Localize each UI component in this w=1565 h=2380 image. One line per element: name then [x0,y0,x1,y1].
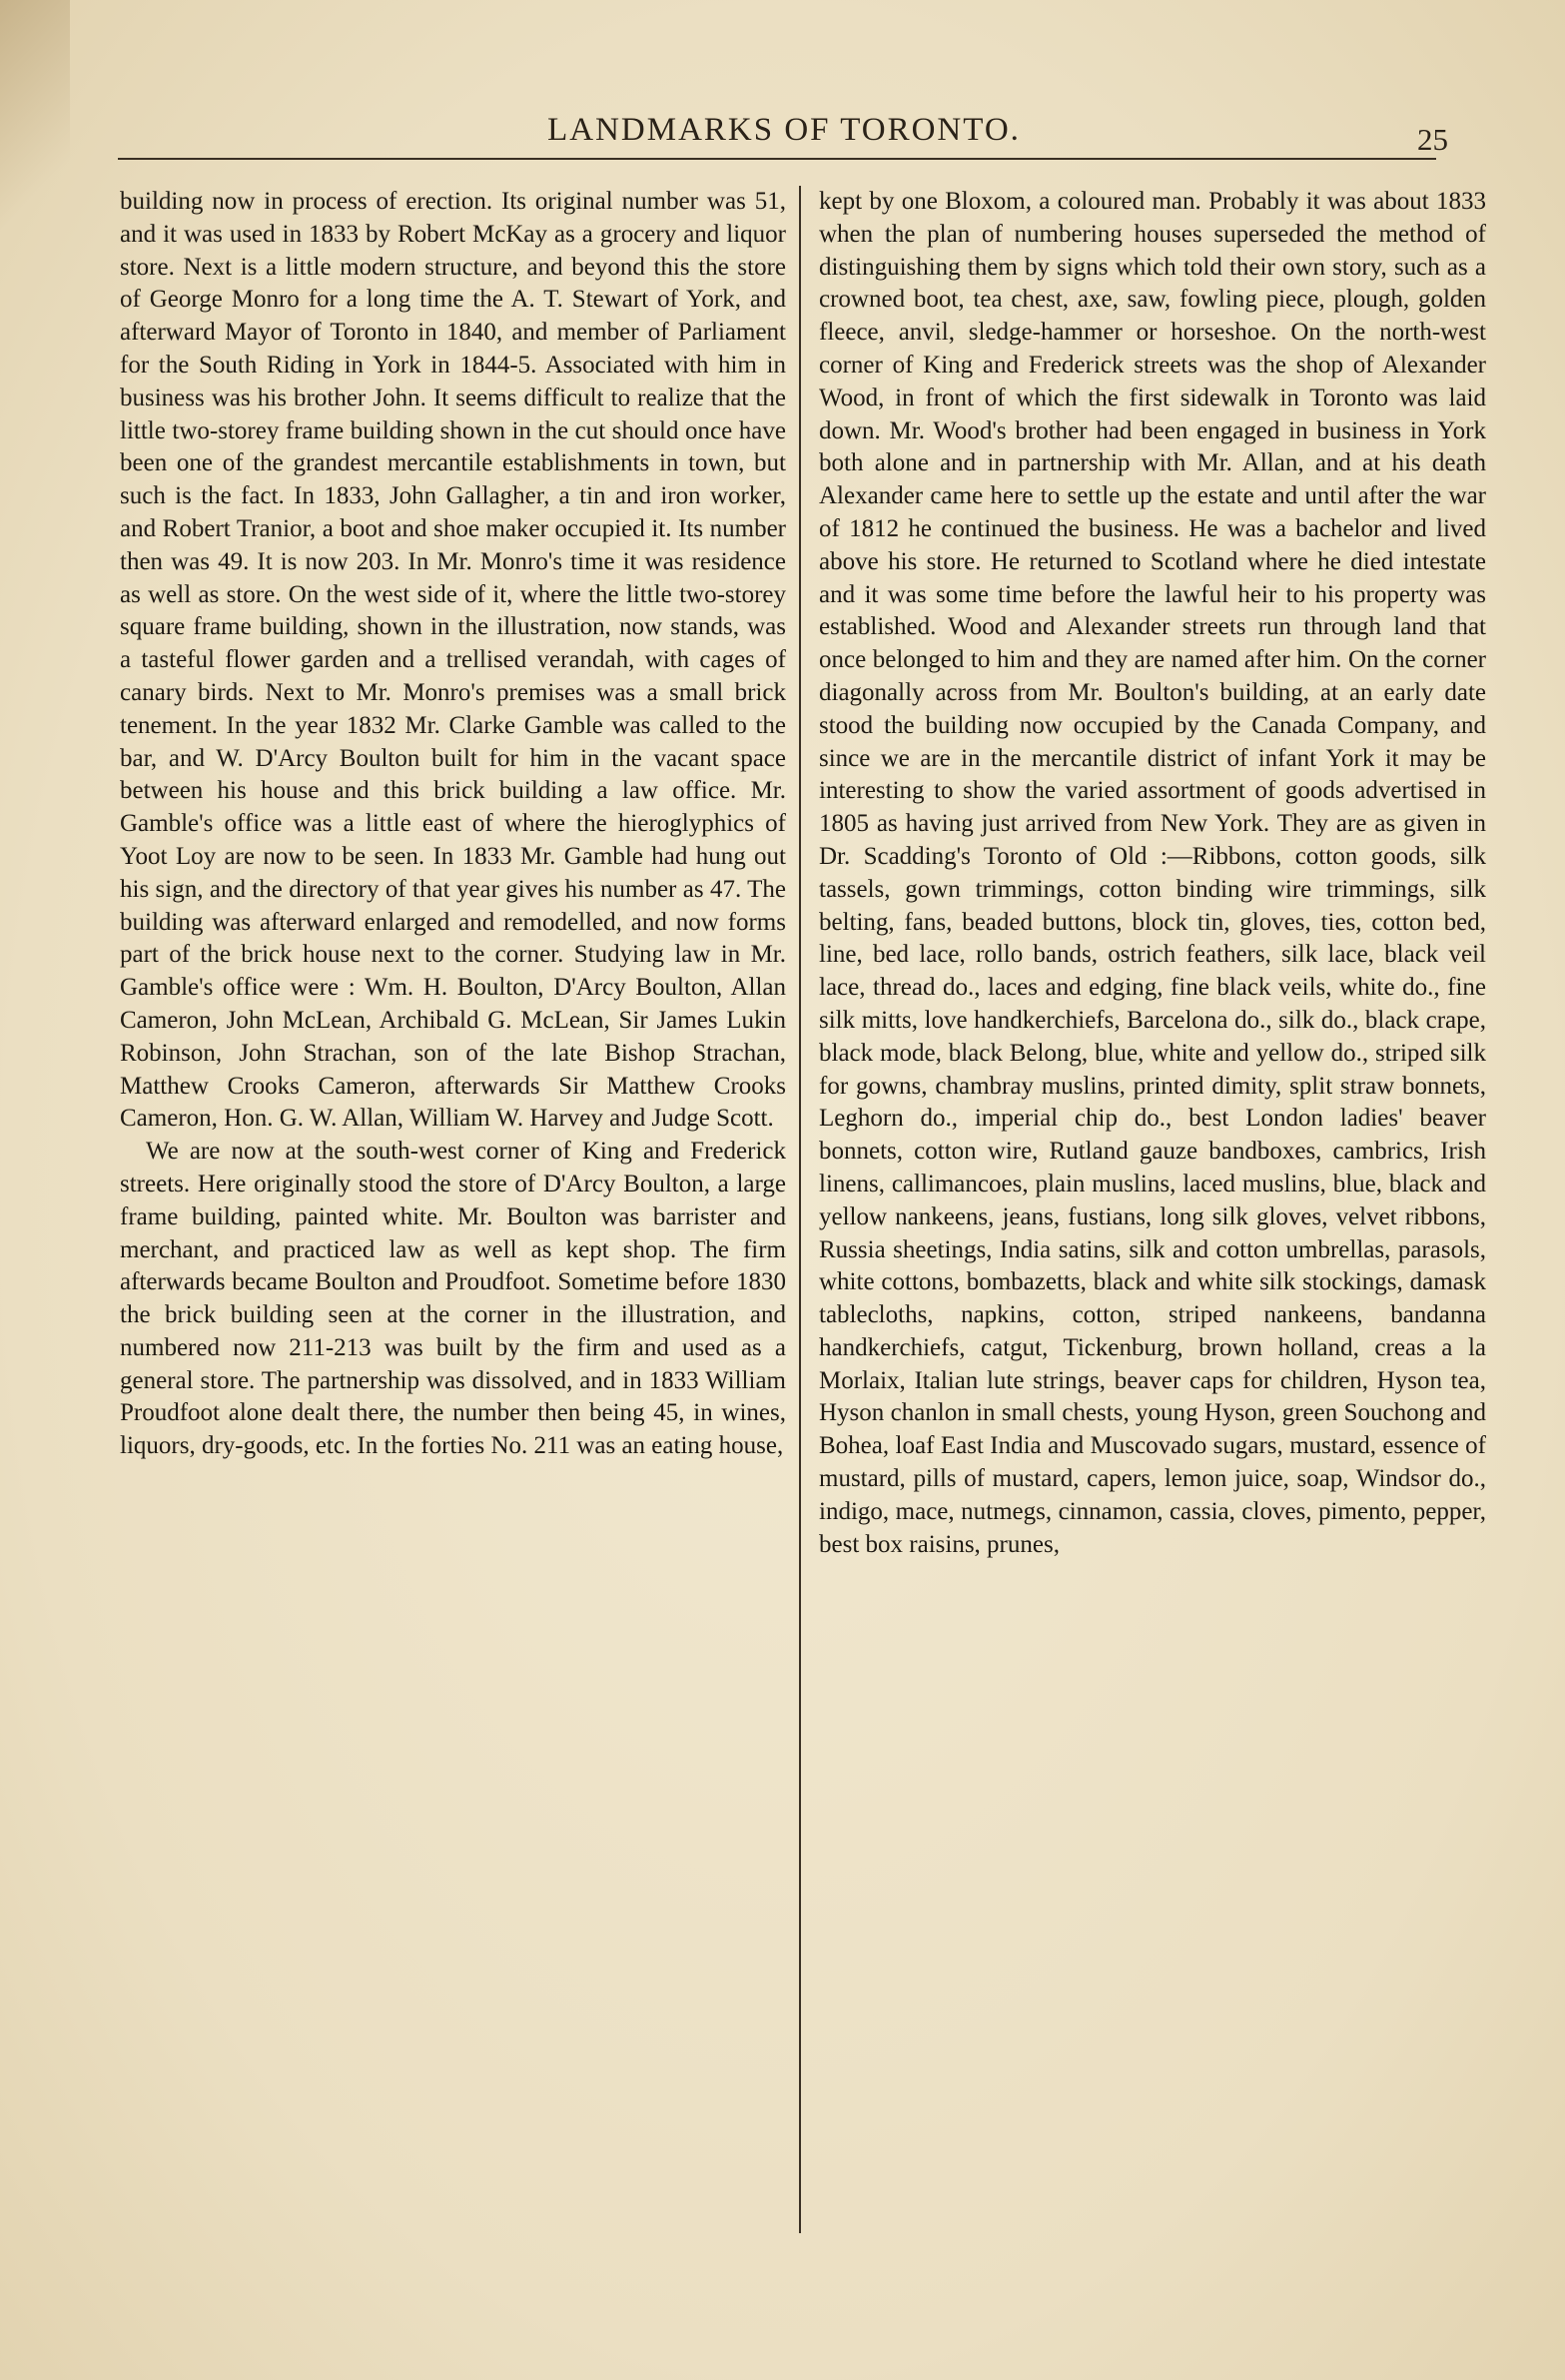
column-divider [799,186,801,2233]
header-rule [118,158,1436,160]
left-paragraph-1: building now in process of erection. Its original number was 51, and it was used in 1833 by Robert McKay as a grocery and liquor store. Next is a little modern structure, and beyond this the store of George Monro for a long time the A. T. Stewart of York, and afterward Mayor of Toronto in 1840, and member of Parliament for the South Riding in York in 1844-5. Associated with him in business was his brother John. It seems difficult to realize that the little two-storey frame building shown in the cut should once have been one of the grandest mercantile establishments in town, but such is the fact. In 1833, John Gallagher, a tin and iron worker, and Robert Tranior, a boot and shoe maker occupied it. Its number then was 49. It is now 203. In Mr. Monro's time it was residence as well as store. On the west side of it, where the little two-storey square frame building, shown in the illustration, now stands, was a tasteful flower garden and a trellised verandah, with cages of canary birds. Next to Mr. Monro's premises was a small brick tenement. In the year 1832 Mr. Clarke Gamble was called to the bar, and W. D'Arcy Boulton built for him in the vacant space between his house and this brick building a law office. Mr. Gamble's office was a little east of where the hieroglyphics of Yoot Loy are now to be seen. In 1833 Mr. Gamble had hung out his sign, and the directory of that year gives his number as 47. The building was afterward enlarged and remodelled, and now forms part of the brick house next to the corner. Studying law in Mr. Gamble's office were : Wm. H. Boulton, D'Arcy Boulton, Allan Cameron, John McLean, Archibald G. McLean, Sir James Lukin Robinson, John Strachan, son of the late Bishop Strachan, Matthew Crooks Cameron, afterwards Sir Matthew Crooks Cameron, Hon. G. W. Allan, William W. Harvey and Judge Scott. [120,188,786,1133]
page-number: 25 [1417,122,1448,157]
left-column [120,186,786,1463]
page-header [120,108,1448,157]
running-title: LANDMARKS OF TORONTO. [547,112,1021,148]
right-column [819,186,1486,1561]
left-paragraph-2: We are now at the south-west corner of King and Frederick streets. Here originally stood the store of D'Arcy Boulton, a large frame building, painted white. Mr. Boulton was barrister and merchant, and practiced law as well as kept shop. The firm afterwards became Boulton and Proudfoot. Sometime before 1830 the brick building seen at the corner in the illustration, and numbered now 211-213 was built by the firm and used as a general store. The partnership was dissolved, and in 1833 William Proudfoot alone dealt there, the number then being 45, in wines, liquors, dry-goods, etc. In the forties No. 211 was an eating house, [120,1138,786,1460]
page-edge-stain [0,0,70,260]
right-paragraph-1: kept by one Bloxom, a coloured man. Probably it was about 1833 when the plan of numbering houses superseded the method of distinguishing them by signs which told their own story, such as a crowned boot, tea chest, axe, saw, fowling piece, plough, golden fleece, anvil, sledge-hammer or horseshoe. On the north-west corner of King and Frederick streets was the shop of Alexander Wood, in front of which the first sidewalk in Toronto was laid down. Mr. Wood's brother had been engaged in business in York both alone and in partnership with Mr. Allan, and at his death Alexander came here to settle up the estate and until after the war of 1812 he continued the business. He was a bachelor and lived above his store. He returned to Scotland where he died intestate and it was some time before the lawful heir to his property was established. Wood and Alexander streets run through land that once belonged to him and they are named after him. On the corner diagonally across from Mr. Boulton's building, at an early date stood the building now occupied by the Canada Company, and since we are in the mercantile district of infant York it may be interesting to show the varied assortment of goods advertised in 1805 as having just arrived from New York. They are as given in Dr. Scadding's Toronto of Old :—Ribbons, cotton goods, silk tassels, gown trimmings, cotton binding wire trimmings, silk belting, fans, beaded buttons, block tin, gloves, ties, cotton bed, line, bed lace, rollo bands, ostrich feathers, silk lace, black veil lace, thread do., laces and edging, fine black veils, white do., fine silk mitts, love handkerchiefs, Barcelona do., silk do., black crape, black mode, black Belong, blue, white and yellow do., striped silk for gowns, chambray muslins, printed dimity, split straw bonnets, Leghorn do., imperial chip do., best London ladies' beaver bonnets, cotton wire, Rutland gauze bandboxes, cambrics, Irish linens, callimancoes, plain muslins, laced muslins, blue, black and yellow nankeens, jeans, fustians, long silk gloves, velvet ribbons, Russia sheetings, India satins, silk and cotton umbrellas, parasols, white cottons, bombazetts, black and white silk stockings, damask tablecloths, napkins, cotton, striped nankeens, bandanna handkerchiefs, catgut, Tickenburg, brown holland, creas a la Morlaix, Italian lute strings, beaver caps for children, Hyson tea, Hyson chanlon in small chests, young Hyson, green Souchong and Bohea, loaf East India and Muscovado sugars, mustard, essence of mustard, pills of mustard, capers, lemon juice, soap, Windsor do., indigo, mace, nutmegs, cinnamon, cassia, cloves, pimento, pepper, best box raisins, prunes, [819,188,1486,1558]
